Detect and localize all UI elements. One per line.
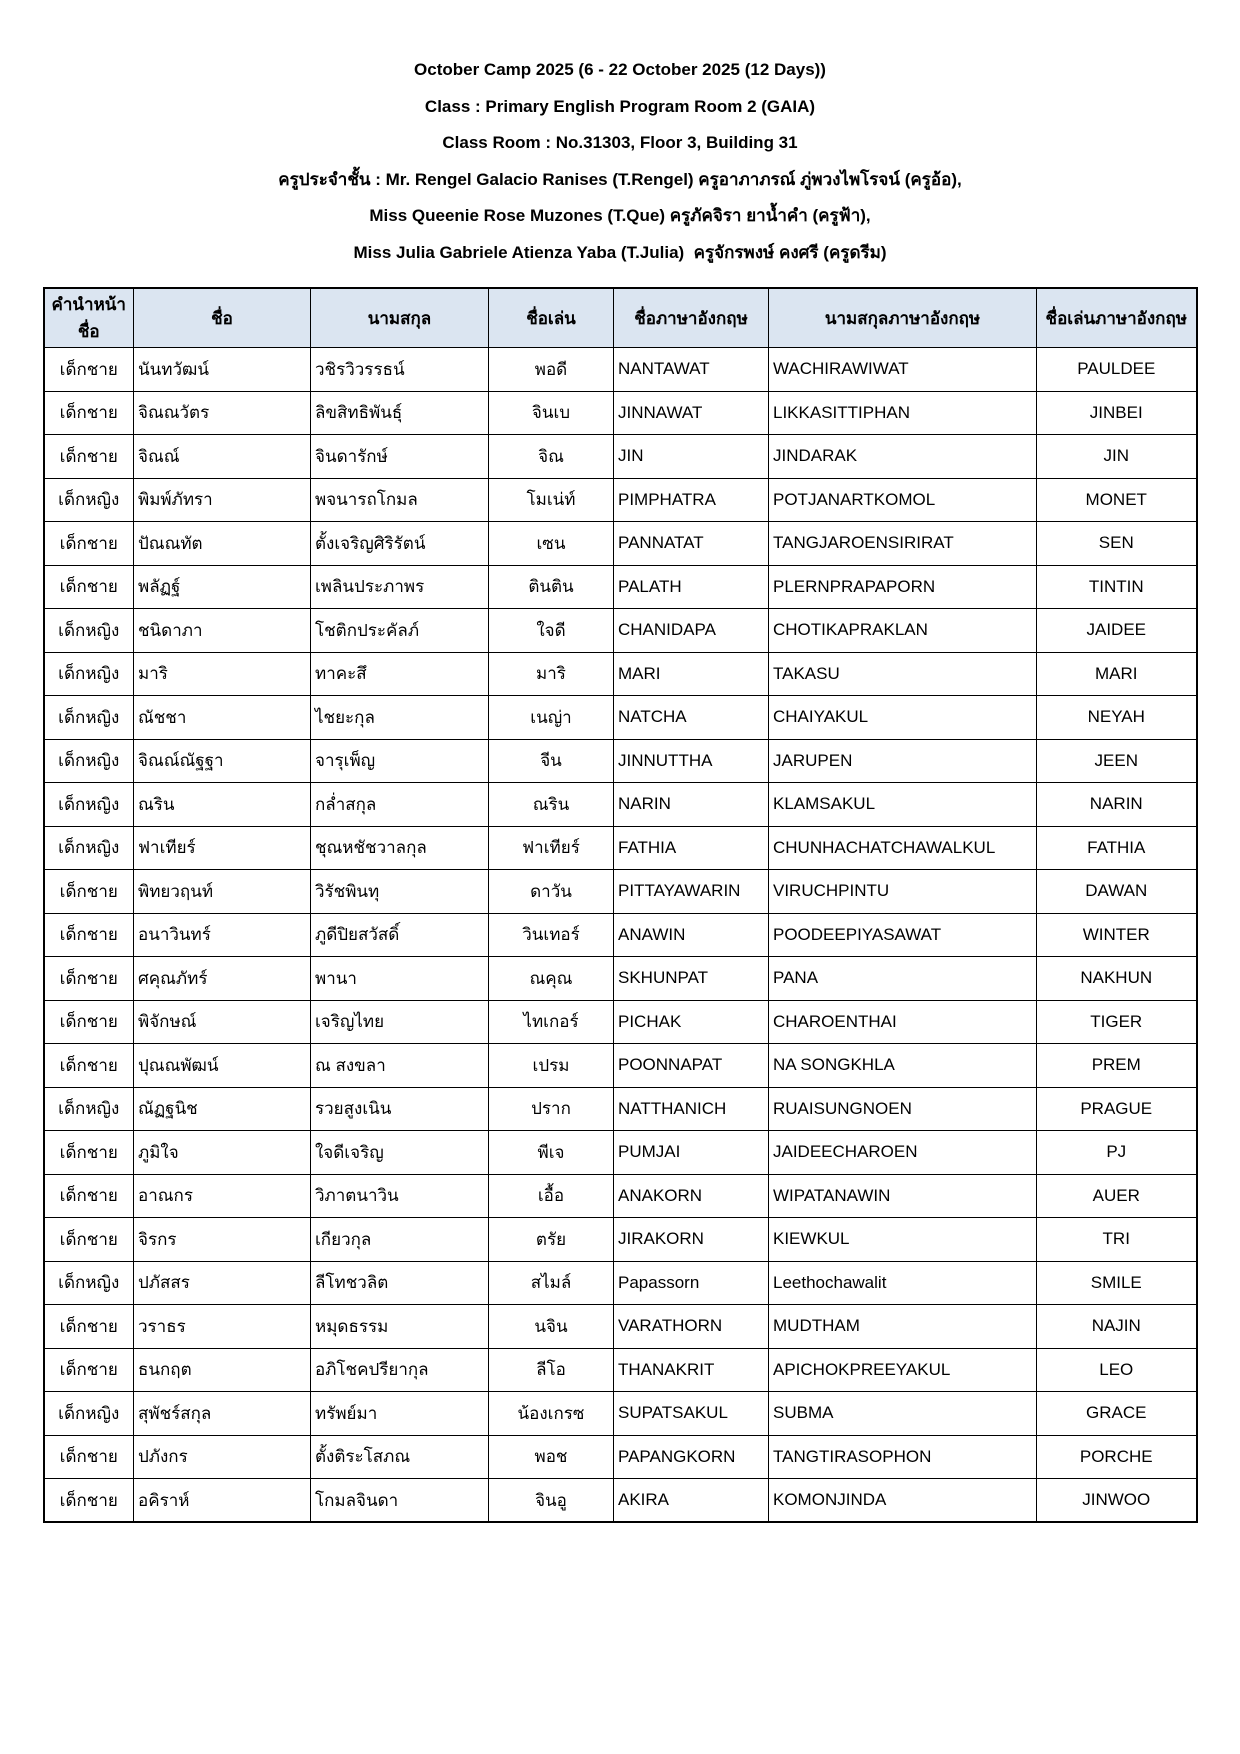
thai-first-name-cell: ฟาเทียร์ (134, 826, 311, 870)
thai-nickname-cell: ลีโอ (489, 1348, 614, 1392)
table-row (44, 1131, 1197, 1175)
english-nickname-cell: JIN (1037, 435, 1197, 479)
thai-nickname-cell: จินเบ (489, 391, 614, 435)
table-row (44, 609, 1197, 653)
thai-nickname-cell: ใจดี (489, 609, 614, 653)
table-row (44, 739, 1197, 783)
english-nickname-cell: SMILE (1037, 1261, 1197, 1305)
thai-last-name-cell: ตั้งเจริญศิริรัตน์ (311, 522, 489, 566)
english-last-name-cell: SUBMA (769, 1392, 1037, 1436)
table-header-row (44, 288, 1197, 348)
table-row (44, 1392, 1197, 1436)
document-header (0, 0, 1240, 271)
teachers-line-2: Miss Queenie Rose Muzones (T.Que) ครูภัคจิรา ยาน้ำคำ (ครูฟ้า), (369, 206, 871, 225)
title-cell: เด็กชาย (44, 1131, 134, 1175)
thai-last-name-cell: ตั้งติระโสภณ (311, 1435, 489, 1479)
english-first-name-cell: NATTHANICH (614, 1087, 769, 1131)
thai-last-name-cell: ชุณหชัชวาลกุล (311, 826, 489, 870)
title-cell: เด็กหญิง (44, 1392, 134, 1436)
english-last-name-cell: PLERNPRAPAPORN (769, 565, 1037, 609)
table-row (44, 1000, 1197, 1044)
table-row (44, 826, 1197, 870)
column-header-1: ชื่อ (134, 288, 311, 348)
english-last-name-cell: KOMONJINDA (769, 1479, 1037, 1523)
english-last-name-cell: POTJANARTKOMOL (769, 478, 1037, 522)
thai-last-name-cell: กล่ำสกุล (311, 783, 489, 827)
english-last-name-cell: CHUNHACHATCHAWALKUL (769, 826, 1037, 870)
thai-last-name-cell: โชติกประคัลภ์ (311, 609, 489, 653)
thai-last-name-cell: เจริญไทย (311, 1000, 489, 1044)
table-row (44, 1479, 1197, 1523)
english-last-name-cell: POODEEPIYASAWAT (769, 913, 1037, 957)
title-cell: เด็กชาย (44, 435, 134, 479)
english-last-name-cell: KIEWKUL (769, 1218, 1037, 1262)
thai-nickname-cell: วินเทอร์ (489, 913, 614, 957)
class-line: Class : Primary English Program Room 2 (GAIA) (424, 96, 816, 116)
english-last-name-cell: CHAIYAKUL (769, 696, 1037, 740)
thai-last-name-cell: ลีโทชวลิต (311, 1261, 489, 1305)
thai-last-name-cell: ภูดีปิยสวัสดิ์ (311, 913, 489, 957)
title-cell: เด็กชาย (44, 870, 134, 914)
title-cell: เด็กหญิง (44, 609, 134, 653)
teachers-line-1: ครูประจำชั้น : Mr. Rengel Galacio Ranises (T.Rengel) ครูอาภาภรณ์ ภู่พวงไพโรจน์ (ครูอ้อ), (278, 169, 962, 189)
table-row (44, 870, 1197, 914)
thai-first-name-cell: พิจักษณ์ (134, 1000, 311, 1044)
thai-nickname-cell: ดาวัน (489, 870, 614, 914)
thai-first-name-cell: จิณณวัตร (134, 391, 311, 435)
thai-nickname-cell: เซน (489, 522, 614, 566)
thai-nickname-cell: จีน (489, 739, 614, 783)
thai-nickname-cell: เอื้อ (489, 1174, 614, 1218)
english-nickname-cell: NARIN (1037, 783, 1197, 827)
thai-first-name-cell: ณริน (134, 783, 311, 827)
english-last-name-cell: MUDTHAM (769, 1305, 1037, 1349)
thai-last-name-cell: รวยสูงเนิน (311, 1087, 489, 1131)
english-last-name-cell: PANA (769, 957, 1037, 1001)
table-row (44, 435, 1197, 479)
thai-first-name-cell: ปุณณพัฒน์ (134, 1044, 311, 1088)
table-row (44, 1044, 1197, 1088)
thai-nickname-cell: สไมล์ (489, 1261, 614, 1305)
thai-first-name-cell: จิณณ์ (134, 435, 311, 479)
thai-last-name-cell: ทรัพย์มา (311, 1392, 489, 1436)
camp-title: October Camp 2025 (6 - 22 October 2025 (12 Days)) (414, 60, 826, 79)
thai-nickname-cell: นจิน (489, 1305, 614, 1349)
thai-first-name-cell: สุพัชร์สกุล (134, 1392, 311, 1436)
table-row (44, 1174, 1197, 1218)
thai-last-name-cell: วิภาตนาวิน (311, 1174, 489, 1218)
english-first-name-cell: PICHAK (614, 1000, 769, 1044)
english-first-name-cell: VARATHORN (614, 1305, 769, 1349)
english-first-name-cell: JIN (614, 435, 769, 479)
english-first-name-cell: PITTAYAWARIN (614, 870, 769, 914)
thai-first-name-cell: ภูมิใจ (134, 1131, 311, 1175)
table-row (44, 1348, 1197, 1392)
table-row (44, 1305, 1197, 1349)
thai-first-name-cell: จิรกร (134, 1218, 311, 1262)
english-first-name-cell: PUMJAI (614, 1131, 769, 1175)
english-nickname-cell: PAULDEE (1037, 348, 1197, 392)
thai-last-name-cell: ณ สงขลา (311, 1044, 489, 1088)
title-cell: เด็กชาย (44, 1479, 134, 1523)
english-last-name-cell: NA SONGKHLA (769, 1044, 1037, 1088)
thai-last-name-cell: จินดารักษ์ (311, 435, 489, 479)
english-nickname-cell: TRI (1037, 1218, 1197, 1262)
title-cell: เด็กชาย (44, 348, 134, 392)
thai-nickname-cell: ณคุณ (489, 957, 614, 1001)
english-nickname-cell: PRAGUE (1037, 1087, 1197, 1131)
table-row (44, 348, 1197, 392)
english-nickname-cell: JINWOO (1037, 1479, 1197, 1523)
title-cell: เด็กชาย (44, 565, 134, 609)
column-header-5: นามสกุลภาษาอังกฤษ (769, 288, 1037, 348)
english-nickname-cell: TIGER (1037, 1000, 1197, 1044)
english-nickname-cell: LEO (1037, 1348, 1197, 1392)
title-cell: เด็กชาย (44, 1044, 134, 1088)
thai-nickname-cell: ตินติน (489, 565, 614, 609)
thai-last-name-cell: วิรัชพินทุ (311, 870, 489, 914)
column-header-0: คำนำหน้าชื่อ (44, 288, 134, 348)
english-first-name-cell: PANNATAT (614, 522, 769, 566)
english-nickname-cell: PREM (1037, 1044, 1197, 1088)
thai-first-name-cell: พิมพ์ภัทรา (134, 478, 311, 522)
table-row (44, 522, 1197, 566)
title-cell: เด็กชาย (44, 1218, 134, 1262)
table-row (44, 1218, 1197, 1262)
student-roster-table (43, 287, 1198, 1523)
title-cell: เด็กชาย (44, 913, 134, 957)
thai-last-name-cell: ทาคะสึ (311, 652, 489, 696)
english-last-name-cell: JINDARAK (769, 435, 1037, 479)
english-first-name-cell: THANAKRIT (614, 1348, 769, 1392)
thai-last-name-cell: วชิรวิวรรธน์ (311, 348, 489, 392)
english-nickname-cell: TINTIN (1037, 565, 1197, 609)
table-row (44, 1261, 1197, 1305)
english-nickname-cell: GRACE (1037, 1392, 1197, 1436)
english-first-name-cell: POONNAPAT (614, 1044, 769, 1088)
english-last-name-cell: KLAMSAKUL (769, 783, 1037, 827)
english-first-name-cell: NATCHA (614, 696, 769, 740)
column-header-4: ชื่อภาษาอังกฤษ (614, 288, 769, 348)
title-cell: เด็กหญิง (44, 696, 134, 740)
thai-first-name-cell: จิณณ์ณัฐฐา (134, 739, 311, 783)
english-first-name-cell: CHANIDAPA (614, 609, 769, 653)
thai-first-name-cell: ปภัสสร (134, 1261, 311, 1305)
thai-first-name-cell: อคิราห์ (134, 1479, 311, 1523)
thai-nickname-cell: ฟาเทียร์ (489, 826, 614, 870)
title-cell: เด็กชาย (44, 1000, 134, 1044)
teachers-line-3: Miss Julia Gabriele Atienza Yaba (T.Julia) ครูจักรพงษ์ คงศรี (ครูดรีม) (353, 242, 887, 262)
thai-last-name-cell: ใจดีเจริญ (311, 1131, 489, 1175)
table-row (44, 391, 1197, 435)
english-nickname-cell: NAKHUN (1037, 957, 1197, 1001)
table-row (44, 652, 1197, 696)
english-nickname-cell: FATHIA (1037, 826, 1197, 870)
english-first-name-cell: FATHIA (614, 826, 769, 870)
english-first-name-cell: SKHUNPAT (614, 957, 769, 1001)
thai-first-name-cell: พิทยวฤนท์ (134, 870, 311, 914)
english-nickname-cell: MARI (1037, 652, 1197, 696)
thai-nickname-cell: โมเน่ท์ (489, 478, 614, 522)
title-cell: เด็กชาย (44, 1348, 134, 1392)
thai-last-name-cell: พจนารถโกมล (311, 478, 489, 522)
english-nickname-cell: NAJIN (1037, 1305, 1197, 1349)
thai-first-name-cell: ณัฏฐนิช (134, 1087, 311, 1131)
thai-last-name-cell: เพลินประภาพร (311, 565, 489, 609)
english-last-name-cell: Leethochawalit (769, 1261, 1037, 1305)
english-first-name-cell: PAPANGKORN (614, 1435, 769, 1479)
thai-last-name-cell: ลิขสิทธิพันธุ์ (311, 391, 489, 435)
english-last-name-cell: TANGTIRASOPHON (769, 1435, 1037, 1479)
thai-last-name-cell: เกียวกุล (311, 1218, 489, 1262)
title-cell: เด็กหญิง (44, 1087, 134, 1131)
english-first-name-cell: JIRAKORN (614, 1218, 769, 1262)
english-first-name-cell: NANTAWAT (614, 348, 769, 392)
english-first-name-cell: MARI (614, 652, 769, 696)
english-nickname-cell: PORCHE (1037, 1435, 1197, 1479)
thai-last-name-cell: จารุเพ็ญ (311, 739, 489, 783)
english-first-name-cell: PIMPHATRA (614, 478, 769, 522)
english-nickname-cell: JEEN (1037, 739, 1197, 783)
english-nickname-cell: JINBEI (1037, 391, 1197, 435)
english-last-name-cell: CHAROENTHAI (769, 1000, 1037, 1044)
english-nickname-cell: NEYAH (1037, 696, 1197, 740)
thai-first-name-cell: พลัฏฐ์ (134, 565, 311, 609)
english-nickname-cell: WINTER (1037, 913, 1197, 957)
english-first-name-cell: ANAWIN (614, 913, 769, 957)
english-first-name-cell: JINNUTTHA (614, 739, 769, 783)
thai-nickname-cell: เปรม (489, 1044, 614, 1088)
thai-last-name-cell: หมุดธรรม (311, 1305, 489, 1349)
english-last-name-cell: APICHOKPREEYAKUL (769, 1348, 1037, 1392)
english-last-name-cell: JARUPEN (769, 739, 1037, 783)
title-cell: เด็กชาย (44, 957, 134, 1001)
english-first-name-cell: SUPATSAKUL (614, 1392, 769, 1436)
column-header-6: ชื่อเล่นภาษาอังกฤษ (1037, 288, 1197, 348)
english-first-name-cell: AKIRA (614, 1479, 769, 1523)
thai-nickname-cell: จิณ (489, 435, 614, 479)
title-cell: เด็กหญิง (44, 826, 134, 870)
thai-nickname-cell: พอดี (489, 348, 614, 392)
thai-first-name-cell: นันทวัฒน์ (134, 348, 311, 392)
thai-first-name-cell: วราธร (134, 1305, 311, 1349)
table-body (44, 348, 1197, 1523)
title-cell: เด็กหญิง (44, 783, 134, 827)
thai-first-name-cell: ศคุณภัทร์ (134, 957, 311, 1001)
title-cell: เด็กชาย (44, 1435, 134, 1479)
thai-nickname-cell: มาริ (489, 652, 614, 696)
title-cell: เด็กหญิง (44, 652, 134, 696)
thai-last-name-cell: ไชยะกุล (311, 696, 489, 740)
english-last-name-cell: WIPATANAWIN (769, 1174, 1037, 1218)
english-last-name-cell: WACHIRAWIWAT (769, 348, 1037, 392)
table-row (44, 696, 1197, 740)
english-nickname-cell: PJ (1037, 1131, 1197, 1175)
table-row (44, 783, 1197, 827)
english-nickname-cell: SEN (1037, 522, 1197, 566)
english-last-name-cell: RUAISUNGNOEN (769, 1087, 1037, 1131)
title-cell: เด็กชาย (44, 391, 134, 435)
english-nickname-cell: JAIDEE (1037, 609, 1197, 653)
column-header-2: นามสกุล (311, 288, 489, 348)
table-row (44, 957, 1197, 1001)
english-last-name-cell: TANGJAROENSIRIRAT (769, 522, 1037, 566)
english-last-name-cell: TAKASU (769, 652, 1037, 696)
english-last-name-cell: VIRUCHPINTU (769, 870, 1037, 914)
table-row (44, 565, 1197, 609)
thai-first-name-cell: ธนกฤต (134, 1348, 311, 1392)
thai-nickname-cell: พอช (489, 1435, 614, 1479)
title-cell: เด็กหญิง (44, 1261, 134, 1305)
column-header-3: ชื่อเล่น (489, 288, 614, 348)
english-last-name-cell: CHOTIKAPRAKLAN (769, 609, 1037, 653)
english-first-name-cell: Papassorn (614, 1261, 769, 1305)
thai-nickname-cell: พีเจ (489, 1131, 614, 1175)
english-nickname-cell: MONET (1037, 478, 1197, 522)
thai-first-name-cell: ปภังกร (134, 1435, 311, 1479)
english-nickname-cell: AUER (1037, 1174, 1197, 1218)
english-last-name-cell: LIKKASITTIPHAN (769, 391, 1037, 435)
table-row (44, 1087, 1197, 1131)
english-nickname-cell: DAWAN (1037, 870, 1197, 914)
thai-nickname-cell: ไทเกอร์ (489, 1000, 614, 1044)
thai-nickname-cell: ตรัย (489, 1218, 614, 1262)
thai-first-name-cell: ปัณณทัต (134, 522, 311, 566)
english-first-name-cell: NARIN (614, 783, 769, 827)
thai-nickname-cell: เนญ่า (489, 696, 614, 740)
thai-first-name-cell: อาณกร (134, 1174, 311, 1218)
table-row (44, 478, 1197, 522)
thai-last-name-cell: อภิโชคปรียากุล (311, 1348, 489, 1392)
thai-first-name-cell: อนาวินทร์ (134, 913, 311, 957)
thai-last-name-cell: พานา (311, 957, 489, 1001)
title-cell: เด็กหญิง (44, 478, 134, 522)
title-cell: เด็กชาย (44, 522, 134, 566)
thai-first-name-cell: มาริ (134, 652, 311, 696)
title-cell: เด็กชาย (44, 1305, 134, 1349)
thai-nickname-cell: จินอู (489, 1479, 614, 1523)
table-row (44, 913, 1197, 957)
classroom-line: Class Room : No.31303, Floor 3, Building 31 (442, 133, 798, 152)
english-first-name-cell: ANAKORN (614, 1174, 769, 1218)
thai-nickname-cell: ปราก (489, 1087, 614, 1131)
thai-first-name-cell: ณัชชา (134, 696, 311, 740)
thai-nickname-cell: ณริน (489, 783, 614, 827)
thai-first-name-cell: ชนิดาภา (134, 609, 311, 653)
table-row (44, 1435, 1197, 1479)
english-first-name-cell: PALATH (614, 565, 769, 609)
title-cell: เด็กชาย (44, 1174, 134, 1218)
english-first-name-cell: JINNAWAT (614, 391, 769, 435)
title-cell: เด็กหญิง (44, 739, 134, 783)
english-last-name-cell: JAIDEECHAROEN (769, 1131, 1037, 1175)
thai-last-name-cell: โกมลจินดา (311, 1479, 489, 1523)
thai-nickname-cell: น้องเกรซ (489, 1392, 614, 1436)
